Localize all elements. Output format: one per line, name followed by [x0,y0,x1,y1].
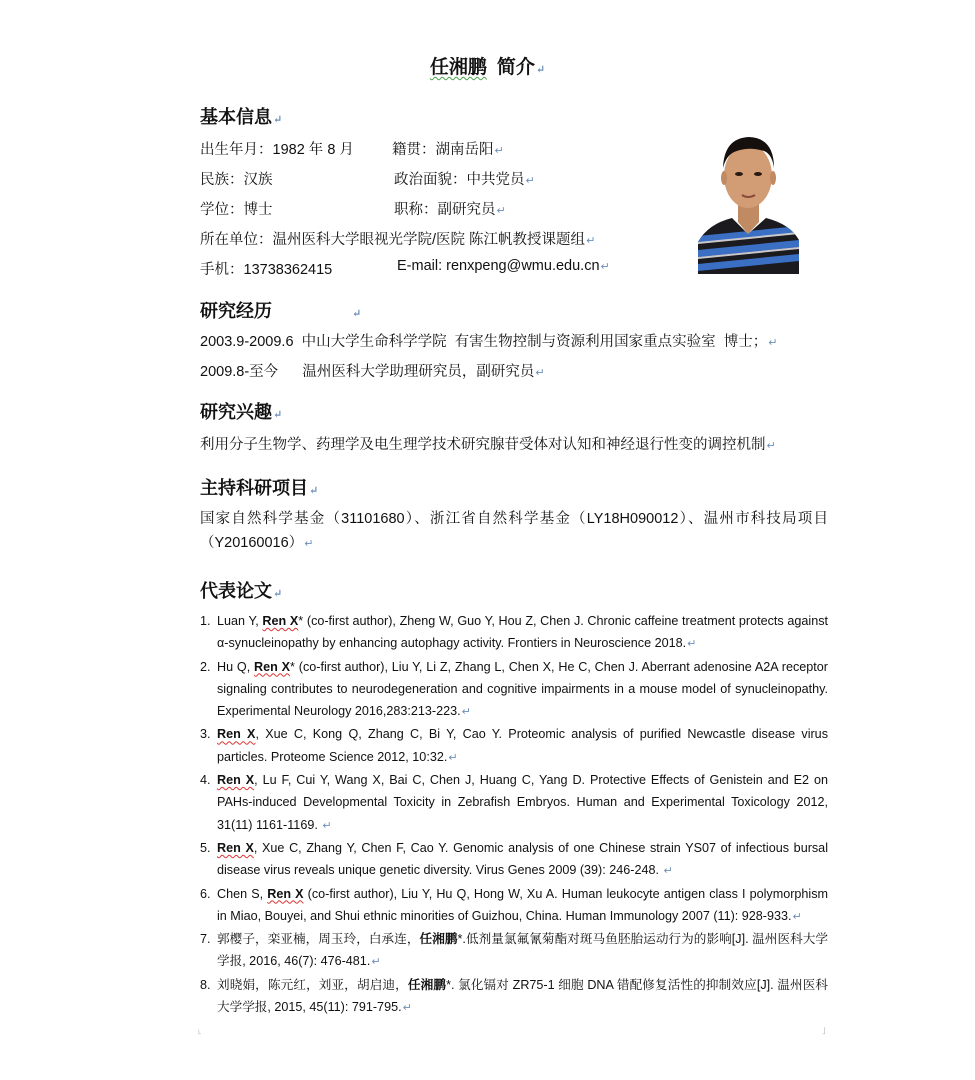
phone-line: 手机：13738362415 [200,262,333,278]
degree-line: 学位：博士 [200,202,273,218]
page-corner-mark-left: ˪ [198,1026,202,1037]
paper-item: 7. 郭樱子，栾亚楠，周玉玲，白承连，任湘鹏*.低剂量氯氟氰菊酯对斑马鱼胚胎运动行为的影响[J]. 温州医科大学学报, 2016, 46(7): 476-481.↵ [200,932,829,969]
section-projects-heading: 主持科研项目↵ [200,478,319,499]
paper-list [200,610,828,1019]
paper-item: 5. Ren X, Xue C, Zhang Y, Chen F, Cao Y. Genomic analysis of one Chinese strain YS07 of infectious bursal disease virus reveals unique genetic diversity. Virus Genes 2009 (39): 246-248. ↵ [200,840,828,878]
unit-line: 所在单位：温州医科大学眼视光学院/医院 陈江帆教授课题组↵ [200,232,596,248]
rank-line: 职称：副研究员↵ [394,202,506,218]
projects-text: 国家自然科学基金（31101680）、浙江省自然科学基金（LY18H090012）、温州市科技局项目（Y20160016）↵ [200,511,828,551]
paper-item: 1. Luan Y, Ren X* (co-first author), Zheng W, Guo Y, Hou Z, Chen J. Chronic caffeine treatment protects against α-synucleinopathy by enhancing autophagy activity. Frontiers in Neuroscience 2018.↵ [200,614,829,651]
profile-photo [698,124,799,274]
paper-item: 8. 刘晓娟，陈元红，刘亚，胡启迪，任湘鹏*. 氯化镉对 ZR75-1 细胞 DNA 错配修复活性的抑制效应[J]. 温州医科大学学报, 2015, 45(11): 791-795.↵ [200,977,829,1015]
paragraph-mark: ↵ [535,63,546,76]
interests-text: 利用分子生物学、药理学及电生理学技术研究腺苷受体对认知和神经退行性变的调控机制↵ [200,437,776,453]
ethnicity-line: 民族：汉族 [200,172,273,188]
paper-item: 2. Hu Q, Ren X* (co-first author), Liu Y, Li Z, Zhang L, Chen X, He C, Chen J. Aberrant adenosine A2A receptor signaling contributes to neurodegeneration and cognitive impairments in a mouse model of synucleinopathy. Experimental Neurology 2016,283:213-223.↵ [200,659,828,719]
title-suffix: 简介 [496,56,535,78]
portrait-image [698,124,799,274]
paper-item: 6. Chen S, Ren X (co-first author), Liu Y, Hu Q, Hong W, Xu A. Human leukocyte antigen class I polymorphism in Miao, Bouyei, and Shui ethnic minorities of Guizhou, China. Human Immunology 2007 (11): 928-933.↵ [200,886,828,923]
paper-item: 4. Ren X, Lu F, Cui Y, Wang X, Bai C, Chen J, Huang C, Yang D. Protective Effects of Genistein and E2 on PAHs-induced Developmental Toxicity in Zebrafish Embryos. Human and Experimental Toxicology 2012, 31(11) 1161-1169. ↵ [200,773,828,832]
experience-item-1: 2003.9-2009.6 中山大学生命科学学院 有害生物控制与资源利用国家重点实验室 博士；↵ [200,334,778,350]
title-name: 任湘鹏 [429,56,487,78]
section-experience-heading: 研究经历 ↵ [200,301,362,322]
paper-item: 3. Ren X, Xue C, Kong Q, Zhang C, Bi Y, Cao Y. Proteomic analysis of purified Newcastle disease virus particles. Proteome Science 2012, 10:32.↵ [200,727,828,764]
birth-line: 出生年月：1982 年 8 月 [200,142,354,158]
native-line: 籍贯：湖南岳阳↵ [392,142,504,158]
section-interests-heading: 研究兴趣↵ [200,402,283,423]
section-basic-heading: 基本信息↵ [200,107,283,128]
experience-item-2: 2009.8-至今 温州医科大学助理研究员，副研究员↵ [200,364,545,380]
section-papers-heading: 代表论文↵ [200,581,283,602]
page-corner-mark-right: ˩ [822,1026,826,1037]
political-line: 政治面貌：中共党员↵ [394,172,535,188]
email-line: E-mail: renxpeng@wmu.edu.cn↵ [397,258,610,274]
page-title [0,52,975,79]
